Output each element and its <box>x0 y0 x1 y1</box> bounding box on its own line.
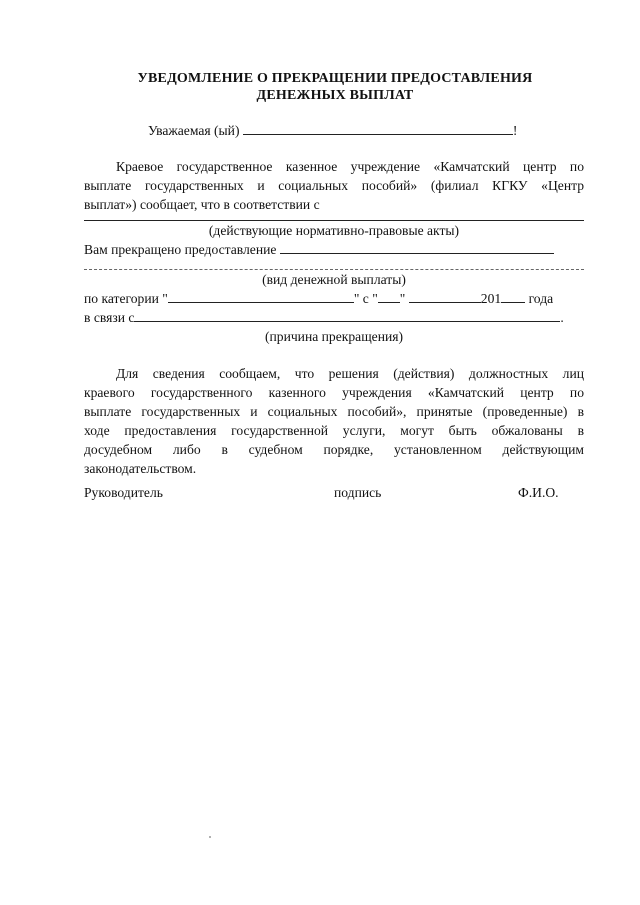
title-line-2: ДЕНЕЖНЫХ ВЫПЛАТ <box>256 88 414 103</box>
notice-line-1: Для сведения сообщаем, что решения (действия) должностных лиц <box>116 366 584 381</box>
terminated-blank[interactable] <box>280 240 554 254</box>
notice-line-4: ходе предоставления государственной услуги, могут быть обжалованы в <box>84 423 584 438</box>
notice-line-2: краевого государственного казенного учреждения «Камчатский центр по <box>84 385 584 400</box>
greeting-line <box>84 121 584 140</box>
month-blank[interactable] <box>409 289 481 303</box>
greeting-prefix: Уважаемая (ый) <box>148 123 240 138</box>
category-quote: " <box>399 291 406 306</box>
category-prefix: по категории " <box>84 291 168 306</box>
year-blank[interactable] <box>501 289 525 303</box>
recipient-name-blank[interactable] <box>243 121 513 135</box>
greeting-suffix: ! <box>512 123 518 138</box>
category-blank[interactable] <box>168 289 354 303</box>
notice-line-5: досудебном либо в судебном порядке, установленном действующим <box>84 442 584 457</box>
year-prefix: 201 <box>480 291 502 306</box>
notice-line-3: выплате государственных и социальных пособий», принятые (проведенные) в <box>84 404 584 419</box>
reason-blank[interactable] <box>134 308 560 322</box>
document-title <box>70 70 600 104</box>
footer-head: Руководитель <box>84 485 163 500</box>
reason-line <box>84 308 584 327</box>
signature-footer <box>84 485 584 505</box>
footer-signature: подпись <box>334 485 382 500</box>
category-line <box>84 289 584 308</box>
intro-line-1: Краевое государственное казенное учреждение «Камчатский центр по <box>116 159 584 174</box>
reason-prefix: в связи с <box>84 310 135 325</box>
category-from: " с " <box>353 291 378 306</box>
notice-document <box>84 70 584 500</box>
reason-suffix: . <box>560 310 564 325</box>
day-blank[interactable] <box>378 289 400 303</box>
caption-payment-type: (вид денежной выплаты) <box>262 272 406 287</box>
intro-line-2: выплате государственных и социальных пособий» (филиал КГКУ «Центр <box>84 178 584 193</box>
terminated-line <box>84 240 584 259</box>
terminated-label: Вам прекращено предоставление <box>84 242 277 257</box>
intro-line-3: выплат») сообщает, что в соответствии с <box>84 197 320 212</box>
year-word: года <box>528 291 554 306</box>
notice-paragraph <box>84 364 584 478</box>
notice-line-6: законодательством. <box>84 461 197 476</box>
caption-reason: (причина прекращения) <box>264 329 404 344</box>
scan-speck <box>209 836 211 838</box>
footer-name: Ф.И.О. <box>518 485 559 500</box>
intro-paragraph <box>84 157 584 214</box>
caption-legal-acts: (действующие нормативно-правовые акты) <box>208 223 460 238</box>
title-line-1: УВЕДОМЛЕНИЕ О ПРЕКРАЩЕНИИ ПРЕДОСТАВЛЕНИЯ <box>137 71 533 86</box>
